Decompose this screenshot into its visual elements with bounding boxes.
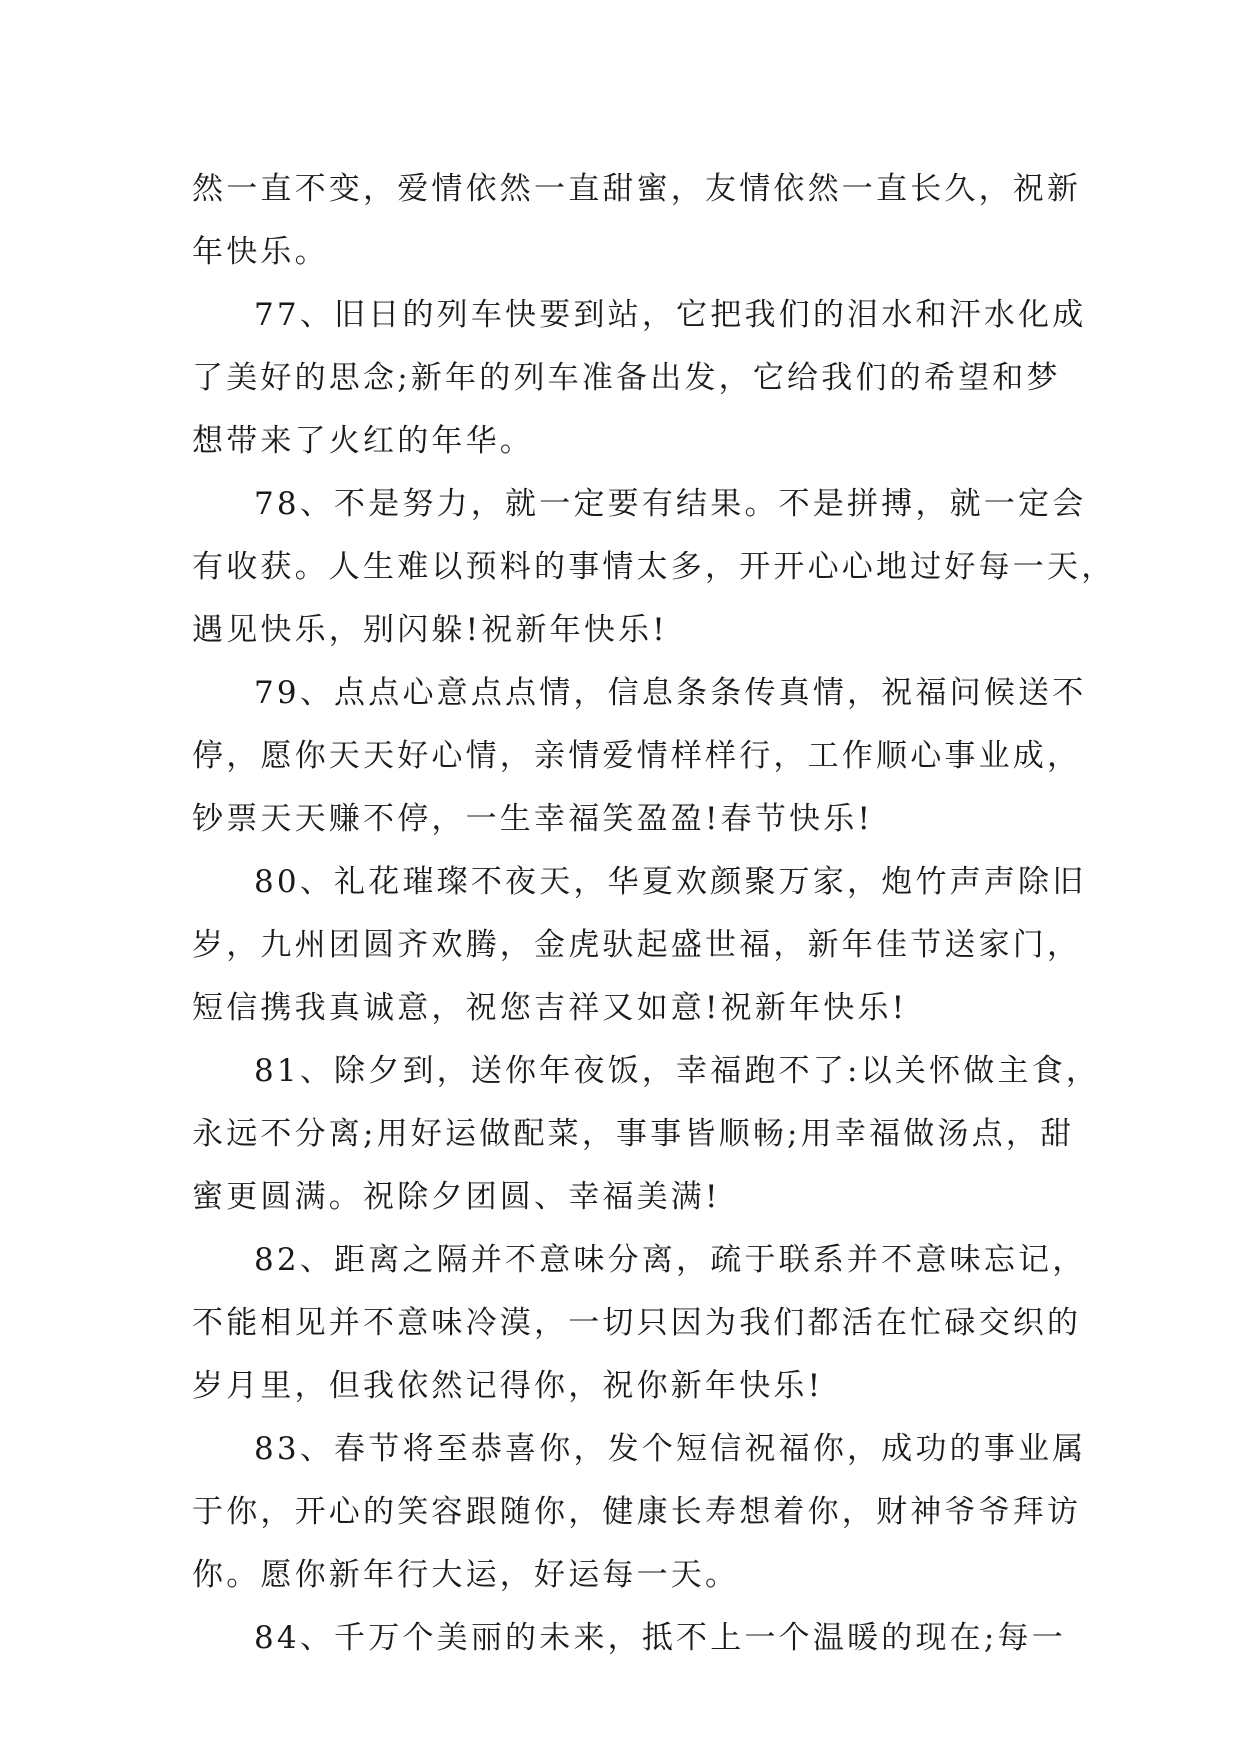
text-line: 81、除夕到，送你年夜饭，幸福跑不了:以关怀做主食， [254, 1053, 1101, 1089]
paragraph-82 [192, 1229, 1087, 1418]
text-line: 岁月里，但我依然记得你，祝你新年快乐! [192, 1368, 824, 1404]
paragraph-76-continuation [192, 158, 1082, 284]
text-line: 了美好的思念;新年的列车准备出发，它给我们的希望和梦 [192, 360, 1061, 396]
text-line: 想带来了火红的年华。 [192, 423, 534, 459]
text-line: 84、千万个美丽的未来，抵不上一个温暖的现在;每一 [254, 1620, 1066, 1656]
paragraph-79 [192, 662, 1087, 851]
paragraph-77 [192, 284, 1087, 473]
text-line: 蜜更圆满。祝除夕团圆、幸福美满! [192, 1179, 721, 1215]
text-line: 遇见快乐，别闪躲!祝新年快乐! [192, 612, 668, 648]
text-line: 80、礼花璀璨不夜天，华夏欢颜聚万家，炮竹声声除旧 [254, 864, 1087, 900]
paragraph-78 [192, 473, 1116, 662]
text-line: 78、不是努力，就一定要有结果。不是拼搏，就一定会 [254, 486, 1087, 522]
paragraph-83 [192, 1418, 1087, 1607]
text-line: 永远不分离;用好运做配菜，事事皆顺畅;用幸福做汤点，甜 [192, 1116, 1075, 1152]
text-line: 钞票天天赚不停，一生幸福笑盈盈!春节快乐! [192, 801, 874, 837]
text-line: 77、旧日的列车快要到站，它把我们的泪水和汗水化成 [254, 297, 1087, 333]
document-body [192, 158, 1116, 1670]
text-line: 有收获。人生难以预料的事情太多，开开心心地过好每一天， [192, 549, 1116, 585]
text-line: 停，愿你天天好心情，亲情爱情样样行，工作顺心事业成， [192, 738, 1082, 774]
text-line: 83、春节将至恭喜你，发个短信祝福你，成功的事业属 [254, 1431, 1087, 1467]
text-line: 岁，九州团圆齐欢腾，金虎驮起盛世福，新年佳节送家门， [192, 927, 1082, 963]
text-line: 79、点点心意点点情，信息条条传真情，祝福问候送不 [254, 675, 1087, 711]
text-line: 不能相见并不意味冷漠，一切只因为我们都活在忙碌交织的 [192, 1305, 1082, 1341]
paragraph-80 [192, 851, 1087, 1040]
text-line: 于你，开心的笑容跟随你，健康长寿想着你，财神爷爷拜访 [192, 1494, 1082, 1530]
text-line: 然一直不变，爱情依然一直甜蜜，友情依然一直长久，祝新 [192, 171, 1082, 207]
paragraph-81 [192, 1040, 1101, 1229]
text-line: 你。愿你新年行大运，好运每一天。 [192, 1557, 740, 1593]
text-line: 年快乐。 [192, 234, 329, 270]
paragraph-84 [192, 1607, 1066, 1670]
text-line: 短信携我真诚意，祝您吉祥又如意!祝新年快乐! [192, 990, 908, 1026]
text-line: 82、距离之隔并不意味分离，疏于联系并不意味忘记， [254, 1242, 1087, 1278]
